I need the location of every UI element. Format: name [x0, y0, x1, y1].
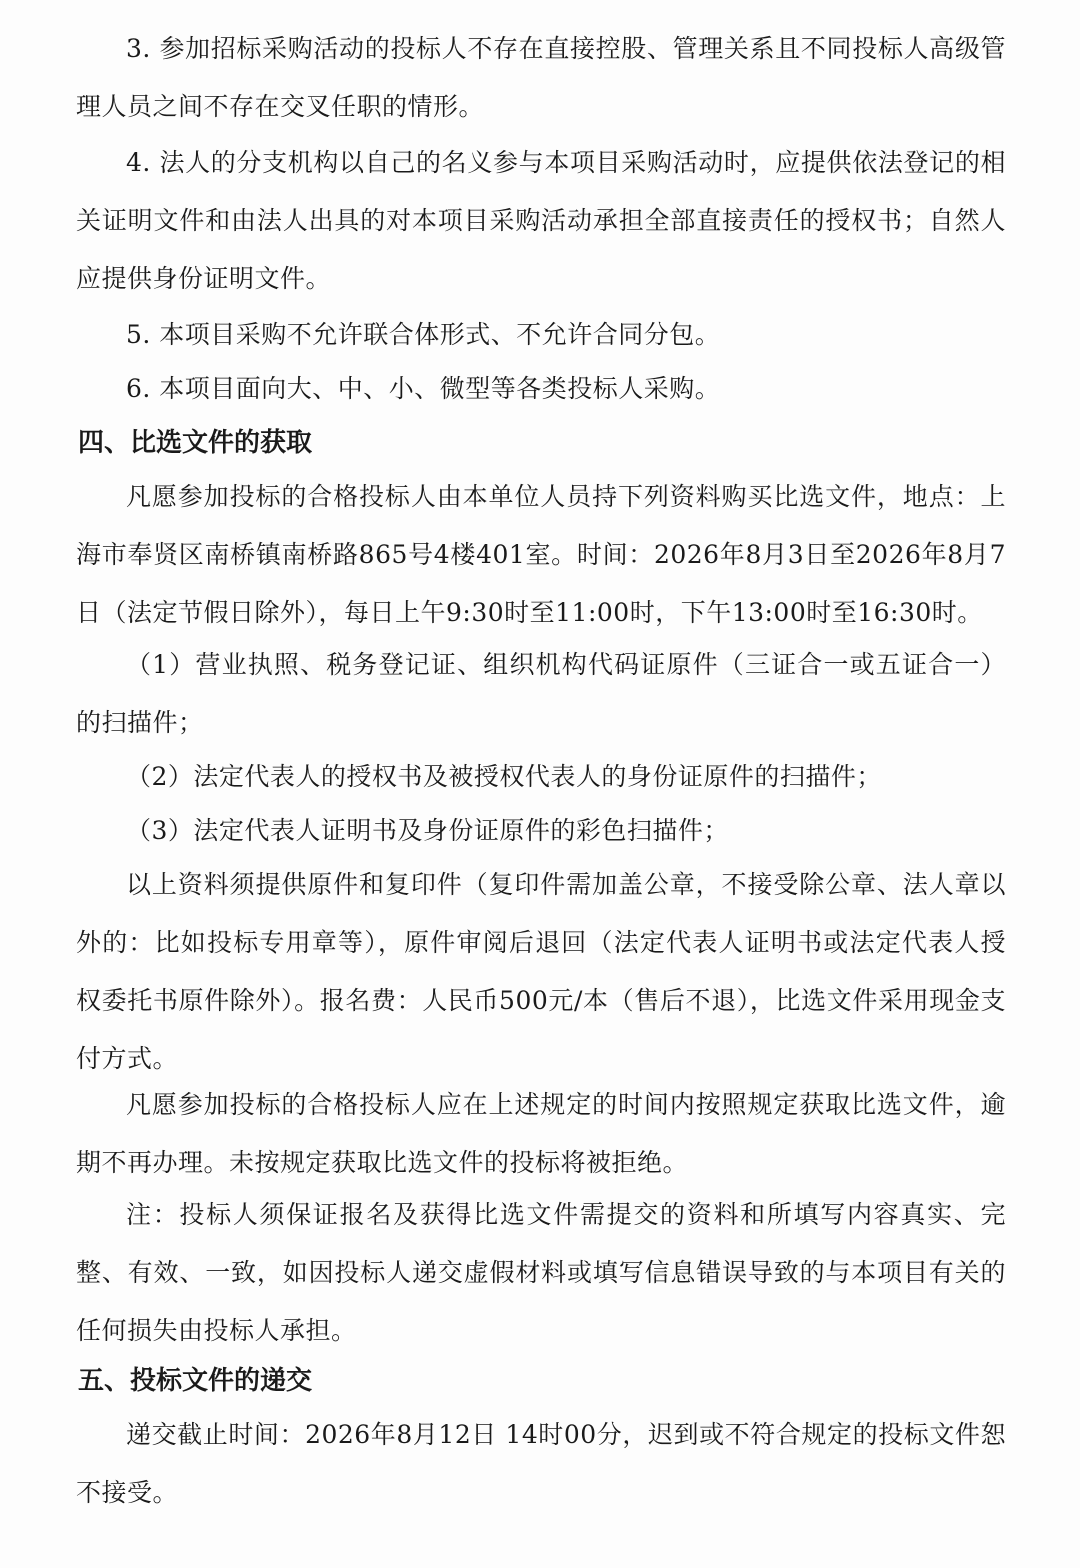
clause-3: 3. 参加招标采购活动的投标人不存在直接控股、管理关系且不同投标人高级管理人员之间不存在交叉任职的情形。	[76, 34, 1006, 121]
required-doc-1: （1）营业执照、税务登记证、组织机构代码证原件（三证合一或五证合一）的扫描件；	[76, 650, 1006, 737]
required-doc-2: （2）法定代表人的授权书及被授权代表人的身份证原件的扫描件；	[126, 762, 882, 791]
clause-4: 4. 法人的分支机构以自己的名义参与本项目采购活动时，应提供依法登记的相关证明文件和由法人出具的对本项目采购活动承担全部直接责任的授权书；自然人应提供身份证明文件。	[76, 148, 1006, 293]
deadline-paragraph: 凡愿参加投标的合格投标人应在上述规定的时间内按照规定获取比选文件，逾期不再办理。未按规定获取比选文件的投标将被拒绝。	[76, 1090, 1006, 1177]
section-heading-4: 四、比选文件的获取	[78, 428, 313, 458]
clause-5: 5. 本项目采购不允许联合体形式、不允许合同分包。	[126, 320, 721, 349]
materials-paragraph: 以上资料须提供原件和复印件（复印件需加盖公章，不接受除公章、法人章以外的：比如投标专用章等），原件审阅后退回（法定代表人证明书或法定代表人授权委托书原件除外）。报名费：人民币500元/本（售后不退），比选文件采用现金支付方式。	[76, 870, 1006, 1073]
acquisition-paragraph: 凡愿参加投标的合格投标人由本单位人员持下列资料购买比选文件，地点：上海市奉贤区南桥镇南桥路865号4楼401室。时间：2026年8月3日至2026年8月7日（法定节假日除外），每日上午9:30时至11:00时，下午13:00时至16:30时。	[76, 482, 1006, 627]
note-paragraph: 注：投标人须保证报名及获得比选文件需提交的资料和所填写内容真实、完整、有效、一致，如因投标人递交虚假材料或填写信息错误导致的与本项目有关的任何损失由投标人承担。	[76, 1200, 1006, 1345]
section-heading-5: 五、投标文件的递交	[78, 1366, 313, 1396]
clause-6: 6. 本项目面向大、中、小、微型等各类投标人采购。	[126, 374, 721, 403]
submission-deadline: 递交截止时间：2026年8月12日 14时00分，迟到或不符合规定的投标文件恕不接受。	[76, 1420, 1006, 1507]
required-doc-3: （3）法定代表人证明书及身份证原件的彩色扫描件；	[126, 816, 729, 845]
